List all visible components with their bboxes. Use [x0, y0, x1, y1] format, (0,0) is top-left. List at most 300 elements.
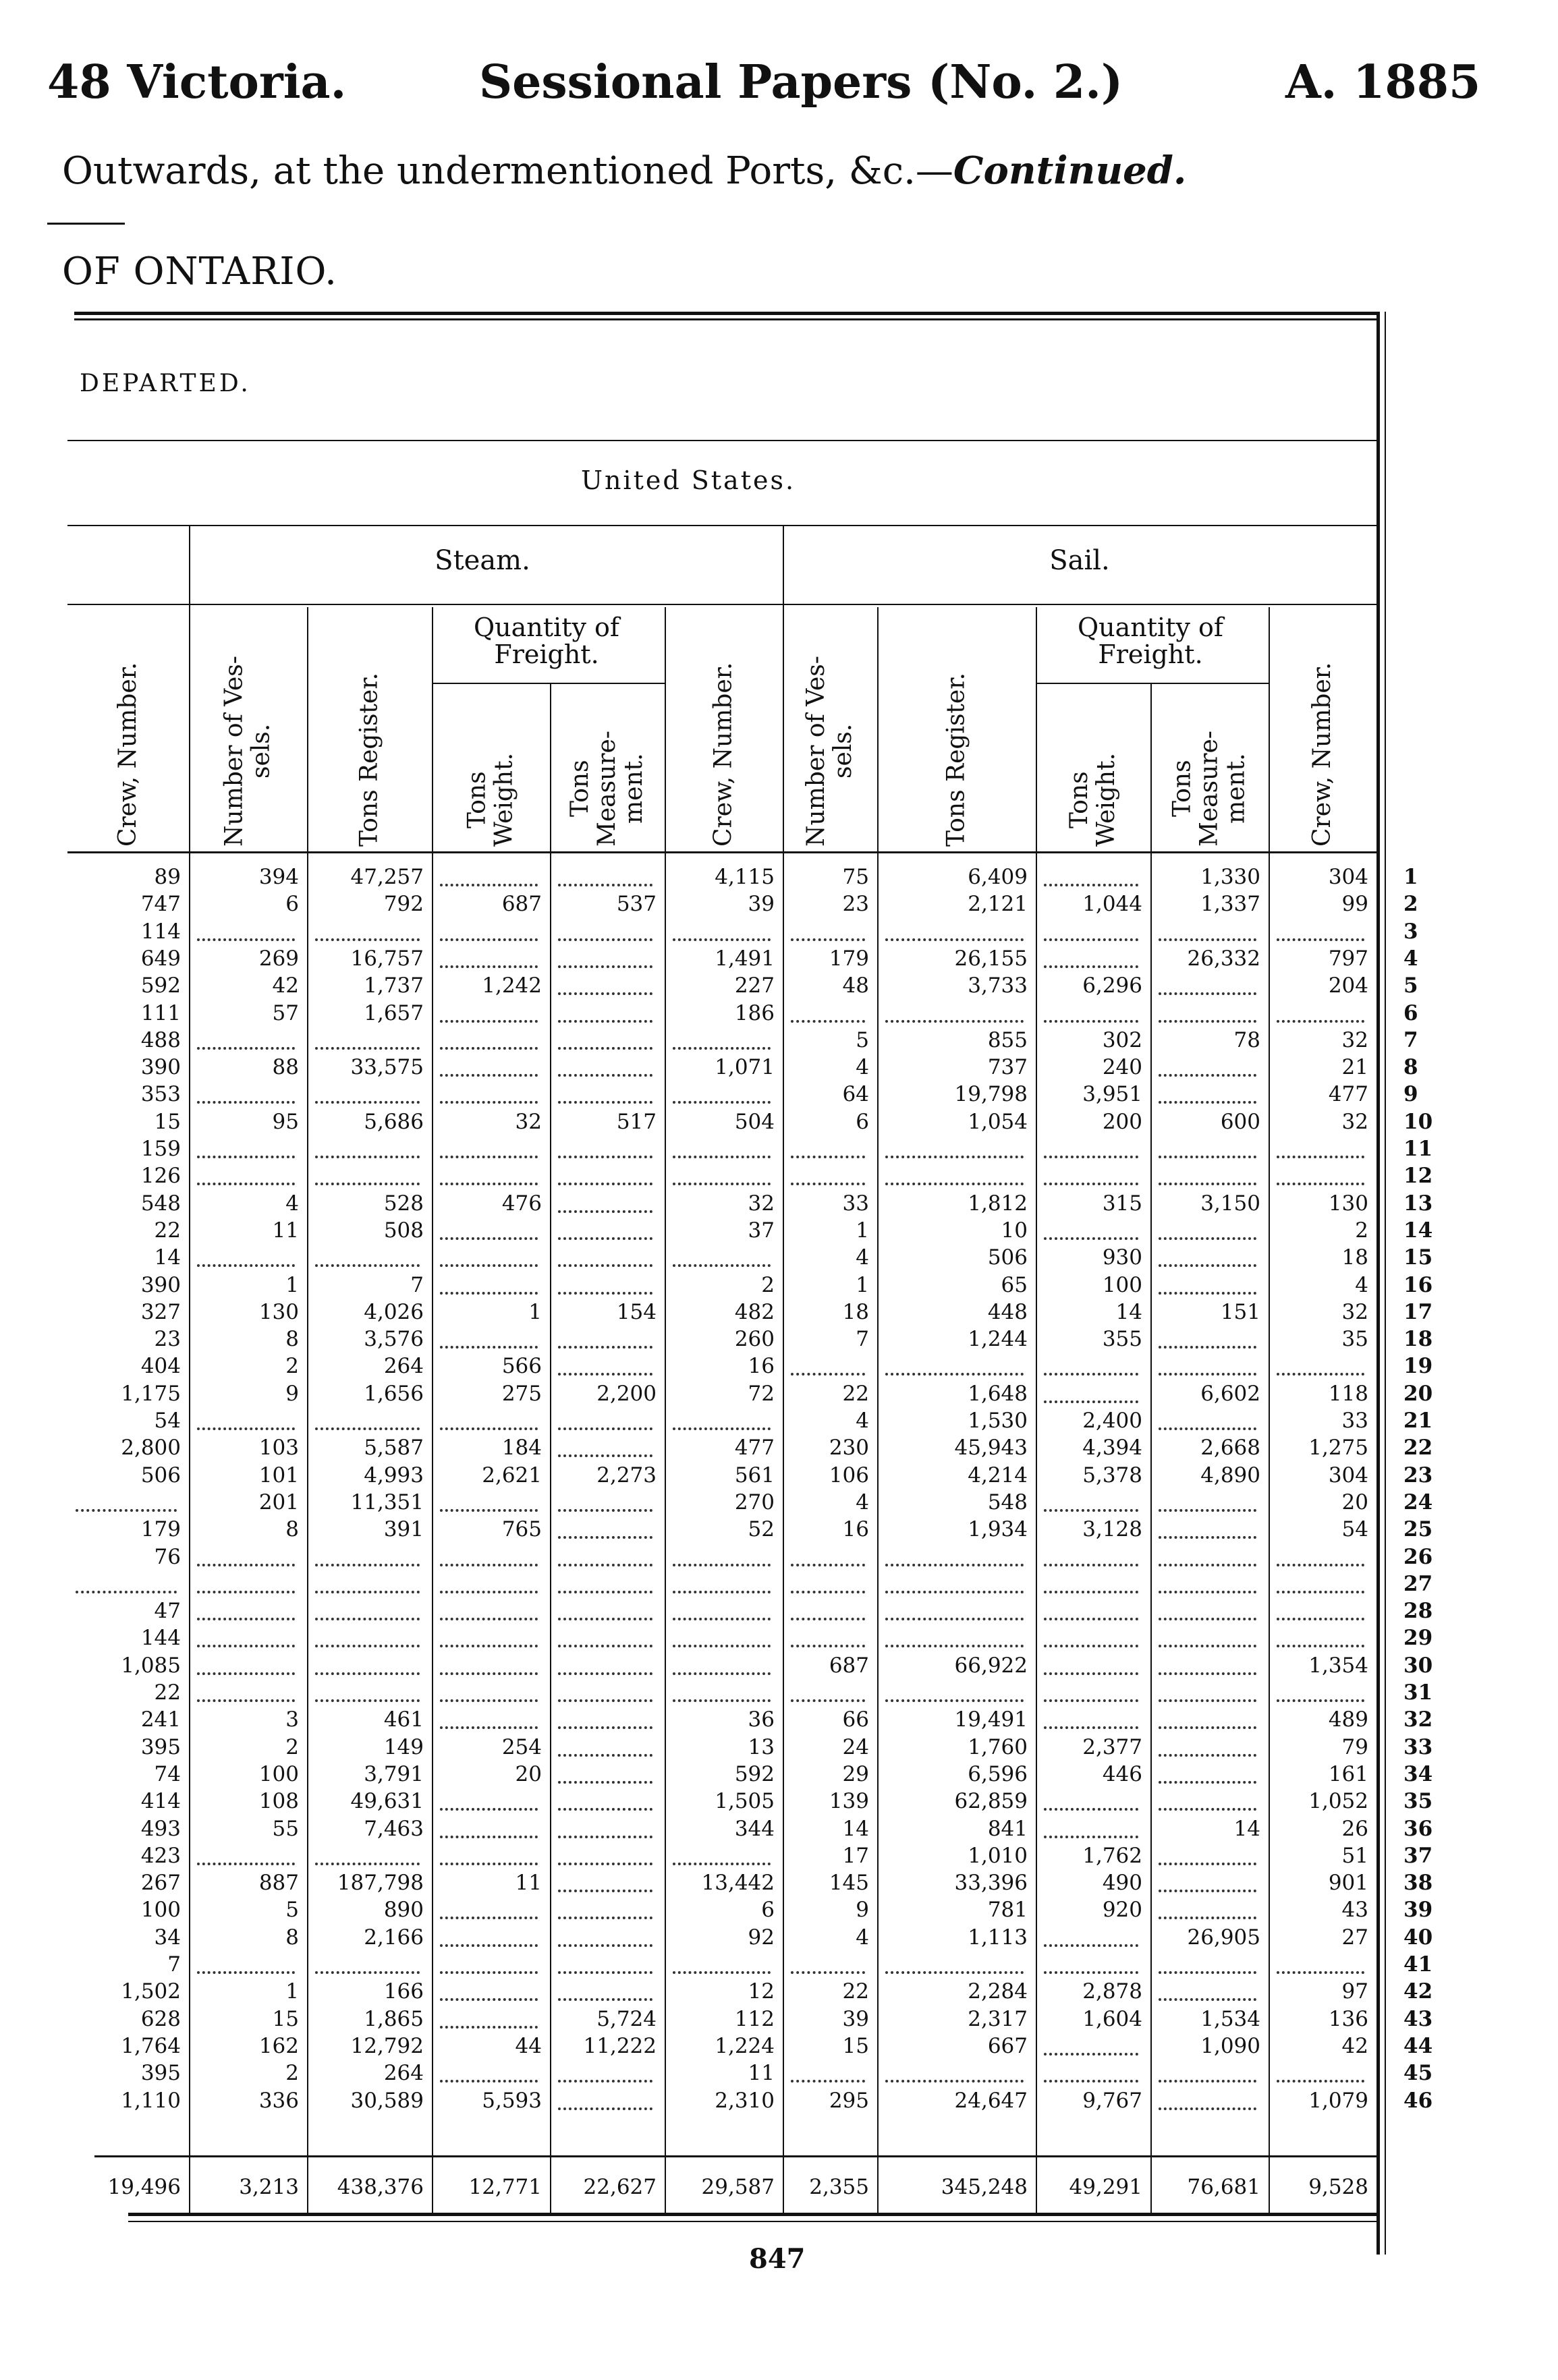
- group-sail: Sail.: [1049, 545, 1110, 576]
- table-cell: 1,505: [715, 1789, 775, 1814]
- line-number: 32: [1403, 1707, 1433, 1732]
- leader-dots: [558, 1047, 652, 1050]
- leader-dots: [1277, 1645, 1364, 1647]
- table-cell: 47,257: [350, 865, 424, 889]
- table-cell: 7,463: [364, 1816, 424, 1841]
- leader-dots: [791, 1618, 865, 1620]
- table-cell: 179: [140, 1517, 181, 1542]
- table-cell: 14: [842, 1816, 869, 1841]
- table-cell: 4,394: [1082, 1436, 1142, 1461]
- leader-dots: [558, 1509, 652, 1512]
- line-number: 35: [1403, 1789, 1433, 1814]
- leader-dots: [197, 1156, 295, 1158]
- table-cell: 74: [154, 1761, 181, 1786]
- leader-dots: [673, 1672, 771, 1675]
- table-cell: 200: [1102, 1109, 1142, 1134]
- table-cell: 1,604: [1082, 2006, 1142, 2031]
- table-cell: 737: [987, 1055, 1028, 1080]
- leader-dots: [558, 992, 652, 995]
- line-number: 41: [1403, 1952, 1433, 1977]
- leader-dots: [1159, 1591, 1256, 1593]
- table-cell: 517: [616, 1109, 657, 1134]
- sail-quantity-label: Quantity of Freight.: [1078, 613, 1223, 669]
- leader-dots: [885, 1020, 1024, 1023]
- leader-dots: [1044, 938, 1138, 941]
- table-cell: 11: [515, 1871, 542, 1896]
- line-number: 11: [1403, 1137, 1433, 1161]
- table-cell: 4: [856, 1925, 869, 1950]
- table-cell: 528: [383, 1191, 424, 1216]
- table-cell: 600: [1220, 1109, 1260, 1134]
- leader-dots: [1044, 2053, 1138, 2056]
- table-cell: 100: [1102, 1272, 1142, 1297]
- line-number: 30: [1403, 1653, 1433, 1678]
- leader-dots: [1044, 1237, 1138, 1240]
- table-cell: 30,589: [350, 2088, 424, 2113]
- table-cell: 24,647: [954, 2088, 1028, 2113]
- leader-dots: [1044, 1618, 1138, 1620]
- leader-dots: [1159, 938, 1256, 941]
- line-number: 2: [1403, 892, 1418, 917]
- leader-dots: [1159, 1863, 1256, 1865]
- leader-dots: [673, 1047, 771, 1050]
- leader-dots: [197, 1427, 295, 1430]
- leader-dots: [791, 1645, 865, 1647]
- table-cell: 5,686: [364, 1109, 424, 1134]
- total-cell: 438,376: [337, 2175, 424, 2199]
- table-cell: 930: [1102, 1245, 1142, 1270]
- line-number: 27: [1403, 1571, 1433, 1596]
- table-cell: 32: [1341, 1109, 1368, 1134]
- leader-dots: [197, 1564, 295, 1566]
- table-cell: 39: [842, 2006, 869, 2031]
- line-number: 19: [1403, 1354, 1433, 1379]
- line-number: 28: [1403, 1599, 1433, 1624]
- table-cell: 3,733: [968, 973, 1028, 998]
- leader-dots: [558, 1536, 652, 1539]
- leader-dots: [440, 1726, 538, 1729]
- table-cell: 394: [258, 865, 299, 889]
- table-cell: 11: [748, 2061, 775, 2086]
- table-cell: 327: [140, 1299, 181, 1324]
- table-cell: 1,071: [715, 1055, 775, 1080]
- table-cell: 15: [272, 2006, 299, 2031]
- leader-dots: [1277, 1618, 1364, 1620]
- table-cell: 1,502: [121, 1979, 181, 2004]
- leader-dots: [1044, 1645, 1138, 1647]
- table-cell: 1,242: [482, 973, 542, 998]
- rule-country: [67, 525, 1376, 526]
- table-cell: 52: [748, 1517, 775, 1542]
- leader-dots: [76, 1591, 177, 1593]
- table-cell: 2: [761, 1272, 775, 1297]
- leader-dots: [673, 1564, 771, 1566]
- leader-dots: [791, 1591, 865, 1593]
- table-cell: 1,737: [364, 973, 424, 998]
- leader-dots: [1277, 938, 1364, 941]
- table-cell: 32: [1341, 1027, 1368, 1052]
- leader-dots: [197, 1183, 295, 1185]
- header-right: A. 1885: [1285, 55, 1481, 109]
- table-cell: 476: [501, 1191, 542, 1216]
- leader-dots: [1159, 1074, 1256, 1077]
- leader-dots: [1159, 1808, 1256, 1811]
- leader-dots: [315, 1863, 420, 1865]
- leader-dots: [1159, 1781, 1256, 1784]
- table-cell: 33,575: [350, 1055, 424, 1080]
- table-cell: 414: [140, 1789, 181, 1814]
- leader-dots: [1044, 1971, 1138, 1974]
- table-cell: 2,668: [1200, 1436, 1260, 1461]
- page-number: 847: [749, 2243, 806, 2275]
- leader-dots: [558, 938, 652, 941]
- table-cell: 162: [258, 2033, 299, 2058]
- table-cell: 1,110: [121, 2088, 181, 2113]
- leader-dots: [440, 1020, 538, 1023]
- line-number: 4: [1403, 946, 1418, 971]
- table-cell: 154: [616, 1299, 657, 1324]
- leader-dots: [558, 1944, 652, 1947]
- leader-dots: [558, 884, 652, 886]
- table-cell: 506: [987, 1245, 1028, 1270]
- table-cell: 2,621: [482, 1463, 542, 1488]
- table-cell: 395: [140, 1734, 181, 1759]
- table-cell: 1,010: [968, 1843, 1028, 1868]
- table-cell: 12,792: [350, 2033, 424, 2058]
- leader-dots: [1159, 1373, 1256, 1376]
- table-cell: 27: [1341, 1925, 1368, 1950]
- table-cell: 76: [154, 1544, 181, 1569]
- leader-dots: [440, 1264, 538, 1267]
- column-divider: [665, 607, 666, 2213]
- table-cell: 72: [748, 1381, 775, 1406]
- leader-dots: [440, 1509, 538, 1512]
- rule-sail-quantity: [1036, 683, 1269, 684]
- table-cell: 4,115: [715, 865, 775, 889]
- table-cell: 1,762: [1082, 1843, 1142, 1868]
- leader-dots: [1159, 1156, 1256, 1158]
- table-cell: 54: [1341, 1517, 1368, 1542]
- leader-dots: [1159, 992, 1256, 995]
- leader-dots: [1044, 1699, 1138, 1702]
- leader-dots: [558, 1373, 652, 1376]
- table-cell: 302: [1102, 1027, 1142, 1052]
- line-number: 5: [1403, 973, 1418, 998]
- leader-dots: [440, 2026, 538, 2029]
- table-cell: 2,166: [364, 1925, 424, 1950]
- table-cell: 6: [285, 892, 299, 917]
- line-number: 6: [1403, 1000, 1418, 1025]
- line-number: 7: [1403, 1027, 1418, 1052]
- table-cell: 5,378: [1082, 1463, 1142, 1488]
- table-cell: 4: [856, 1409, 869, 1433]
- leader-dots: [1159, 1427, 1256, 1430]
- leader-dots: [315, 1183, 420, 1185]
- table-cell: 391: [383, 1517, 424, 1542]
- leader-dots: [885, 2080, 1024, 2082]
- table-cell: 89: [154, 865, 181, 889]
- line-number: 8: [1403, 1055, 1418, 1080]
- leader-dots: [315, 1564, 420, 1566]
- leader-dots: [1159, 1754, 1256, 1757]
- table-cell: 29: [842, 1761, 869, 1786]
- leader-dots: [1159, 1618, 1256, 1620]
- table-cell: 3,576: [364, 1327, 424, 1352]
- leader-dots: [791, 2080, 865, 2082]
- line-number: 38: [1403, 1871, 1433, 1896]
- table-cell: 6,602: [1200, 1381, 1260, 1406]
- table-cell: 9,767: [1082, 2088, 1142, 2113]
- table-cell: 45,943: [954, 1436, 1028, 1461]
- table-cell: 404: [140, 1354, 181, 1379]
- table-cell: 1,530: [968, 1409, 1028, 1433]
- table-cell: 3: [285, 1707, 299, 1732]
- table-cell: 264: [383, 2061, 424, 2086]
- leader-dots: [1277, 1373, 1364, 1376]
- leader-dots: [885, 1645, 1024, 1647]
- table-cell: 482: [734, 1299, 775, 1324]
- table-cell: 136: [1328, 2006, 1368, 2031]
- leader-dots: [1159, 1890, 1256, 1892]
- table-cell: 6,596: [968, 1761, 1028, 1786]
- leader-dots: [440, 1237, 538, 1240]
- leader-dots: [440, 1944, 538, 1947]
- table-cell: 687: [501, 892, 542, 917]
- leader-dots: [1159, 1726, 1256, 1729]
- table-cell: 887: [258, 1871, 299, 1896]
- line-number: 17: [1403, 1299, 1433, 1324]
- total-cell: 12,771: [468, 2175, 542, 2199]
- table-cell: 43: [1341, 1898, 1368, 1923]
- line-number: 14: [1403, 1218, 1433, 1243]
- line-number: 37: [1403, 1843, 1433, 1868]
- table-cell: 227: [734, 973, 775, 998]
- leader-dots: [1159, 1672, 1256, 1675]
- leader-dots: [673, 938, 771, 941]
- leader-dots: [558, 1101, 652, 1104]
- leader-dots: [315, 1156, 420, 1158]
- table-cell: 2,377: [1082, 1734, 1142, 1759]
- table-cell: 241: [140, 1707, 181, 1732]
- table-cell: 88: [272, 1055, 299, 1080]
- table-cell: 1,175: [121, 1381, 181, 1406]
- rule-groups: [67, 604, 1376, 605]
- table-cell: 2,317: [968, 2006, 1028, 2031]
- table-cell: 151: [1220, 1299, 1260, 1324]
- leader-dots: [197, 1618, 295, 1620]
- table-cell: 111: [140, 1000, 181, 1025]
- table-cell: 592: [734, 1761, 775, 1786]
- leader-dots: [558, 1156, 652, 1158]
- table-cell: 33,396: [954, 1871, 1028, 1896]
- table-cell: 890: [383, 1898, 424, 1923]
- leader-dots: [440, 1591, 538, 1593]
- total-cell: 49,291: [1069, 2175, 1142, 2199]
- leader-dots: [885, 938, 1024, 941]
- leader-dots: [197, 938, 295, 941]
- leader-dots: [1044, 1400, 1138, 1403]
- table-cell: 2,400: [1082, 1409, 1142, 1433]
- table-cell: 5: [285, 1898, 299, 1923]
- table-cell: 118: [1328, 1381, 1368, 1406]
- leader-dots: [673, 1156, 771, 1158]
- line-number: 15: [1403, 1245, 1433, 1270]
- table-cell: 20: [1341, 1490, 1368, 1514]
- leader-dots: [791, 1564, 865, 1566]
- table-cell: 2,310: [715, 2088, 775, 2113]
- leader-dots: [885, 1618, 1024, 1620]
- column-header: Crew, Number.: [1308, 662, 1336, 847]
- table-cell: 446: [1102, 1761, 1142, 1786]
- column-header: Crew, Number.: [114, 662, 142, 847]
- leader-dots: [315, 1645, 420, 1647]
- leader-dots: [1277, 1971, 1364, 1974]
- leader-dots: [315, 1101, 420, 1104]
- leader-dots: [558, 2107, 652, 2110]
- leader-dots: [440, 1618, 538, 1620]
- table-cell: 1,054: [968, 1109, 1028, 1134]
- table-cell: 797: [1328, 946, 1368, 971]
- leader-dots: [558, 1454, 652, 1457]
- leader-dots: [885, 1971, 1024, 1974]
- table-cell: 33: [842, 1191, 869, 1216]
- leader-dots: [315, 1427, 420, 1430]
- line-number: 25: [1403, 1517, 1433, 1542]
- leader-dots: [558, 1292, 652, 1295]
- leader-dots: [1277, 1591, 1364, 1593]
- table-cell: 21: [1341, 1055, 1368, 1080]
- table-cell: 7: [856, 1327, 869, 1352]
- table-cell: 1,657: [364, 1000, 424, 1025]
- line-number: 40: [1403, 1925, 1433, 1950]
- leader-dots: [315, 1264, 420, 1267]
- table-cell: 6: [856, 1109, 869, 1134]
- table-cell: 1,244: [968, 1327, 1028, 1352]
- table-cell: 11,222: [583, 2033, 657, 2058]
- leader-dots: [1159, 1509, 1256, 1512]
- table-cell: 4: [285, 1191, 299, 1216]
- table-cell: 161: [1328, 1761, 1368, 1786]
- total-cell: 19,496: [107, 2175, 181, 2199]
- table-cell: 1,090: [1200, 2033, 1260, 2058]
- table-cell: 461: [383, 1707, 424, 1732]
- table-cell: 106: [829, 1463, 869, 1488]
- column-header: Number of Ves- sels.: [220, 656, 275, 847]
- leader-dots: [1159, 1917, 1256, 1919]
- table-cell: 57: [272, 1000, 299, 1025]
- table-cell: 8: [285, 1517, 299, 1542]
- leader-dots: [1159, 1564, 1256, 1566]
- leader-dots: [1044, 1020, 1138, 1023]
- table-cell: 7: [410, 1272, 424, 1297]
- table-cell: 920: [1102, 1898, 1142, 1923]
- leader-dots: [558, 1237, 652, 1240]
- table-cell: 55: [272, 1816, 299, 1841]
- table-cell: 254: [501, 1734, 542, 1759]
- table-cell: 14: [1115, 1299, 1142, 1324]
- leader-dots: [1277, 1699, 1364, 1702]
- table-cell: 42: [1341, 2033, 1368, 2058]
- table-cell: 13,442: [701, 1871, 775, 1896]
- table-cell: 32: [748, 1191, 775, 1216]
- table-cell: 1,812: [968, 1191, 1028, 1216]
- section-departed: DEPARTED.: [80, 370, 251, 397]
- table-cell: 1,648: [968, 1381, 1028, 1406]
- table-cell: 1,275: [1308, 1436, 1368, 1461]
- table-cell: 792: [383, 892, 424, 917]
- table-cell: 4,026: [364, 1299, 424, 1324]
- table-cell: 48: [842, 973, 869, 998]
- leader-dots: [440, 1101, 538, 1104]
- leader-dots: [440, 1672, 538, 1675]
- column-header: Tons Register.: [942, 673, 970, 847]
- rule-before-totals: [94, 2155, 1376, 2157]
- rule-departed: [67, 440, 1376, 441]
- table-cell: 1,224: [715, 2033, 775, 2058]
- table-cell: 9: [856, 1898, 869, 1923]
- table-top-rule-2: [74, 318, 1376, 320]
- table-cell: 566: [501, 1354, 542, 1379]
- table-cell: 1: [528, 1299, 542, 1324]
- table-cell: 44: [515, 2033, 542, 2058]
- table-cell: 304: [1328, 865, 1368, 889]
- table-cell: 149: [383, 1734, 424, 1759]
- table-cell: 62,859: [954, 1789, 1028, 1814]
- table-cell: 3,951: [1082, 1082, 1142, 1107]
- column-header: Tons Weight.: [463, 752, 518, 847]
- leader-dots: [197, 1672, 295, 1675]
- line-number: 43: [1403, 2006, 1433, 2031]
- leader-dots: [558, 1672, 652, 1675]
- table-cell: 315: [1102, 1191, 1142, 1216]
- leader-dots: [440, 965, 538, 968]
- country-header: United States.: [580, 465, 796, 495]
- leader-dots: [558, 1726, 652, 1729]
- leader-dots: [558, 1645, 652, 1647]
- leader-dots: [1159, 1346, 1256, 1349]
- table-cell: 26,332: [1187, 946, 1260, 971]
- table-cell: 66,922: [954, 1653, 1028, 1678]
- leader-dots: [558, 965, 652, 968]
- table-cell: 16: [842, 1517, 869, 1542]
- table-cell: 901: [1328, 1871, 1368, 1896]
- total-cell: 2,355: [809, 2175, 869, 2199]
- column-header: Tons Measure- ment.: [566, 731, 648, 847]
- table-cell: 1,934: [968, 1517, 1028, 1542]
- column-header: Crew, Number.: [709, 662, 738, 847]
- leader-dots: [885, 1183, 1024, 1185]
- table-cell: 204: [1328, 973, 1368, 998]
- table-cell: 187,798: [337, 1871, 424, 1896]
- table-cell: 355: [1102, 1327, 1142, 1352]
- line-number: 46: [1403, 2088, 1433, 2113]
- table-cell: 1,079: [1308, 2088, 1368, 2113]
- line-number: 22: [1403, 1436, 1433, 1461]
- table-cell: 92: [748, 1925, 775, 1950]
- leader-dots: [1044, 1373, 1138, 1376]
- table-cell: 353: [140, 1082, 181, 1107]
- table-cell: 8: [285, 1925, 299, 1950]
- leader-dots: [1159, 2080, 1256, 2082]
- table-cell: 6,409: [968, 865, 1028, 889]
- leader-dots: [558, 1074, 652, 1077]
- leader-dots: [197, 1699, 295, 1702]
- line-number: 34: [1403, 1761, 1433, 1786]
- leader-dots: [440, 1074, 538, 1077]
- header-left: 48 Victoria.: [47, 55, 347, 109]
- leader-dots: [440, 884, 538, 886]
- table-cell: 395: [140, 2061, 181, 2086]
